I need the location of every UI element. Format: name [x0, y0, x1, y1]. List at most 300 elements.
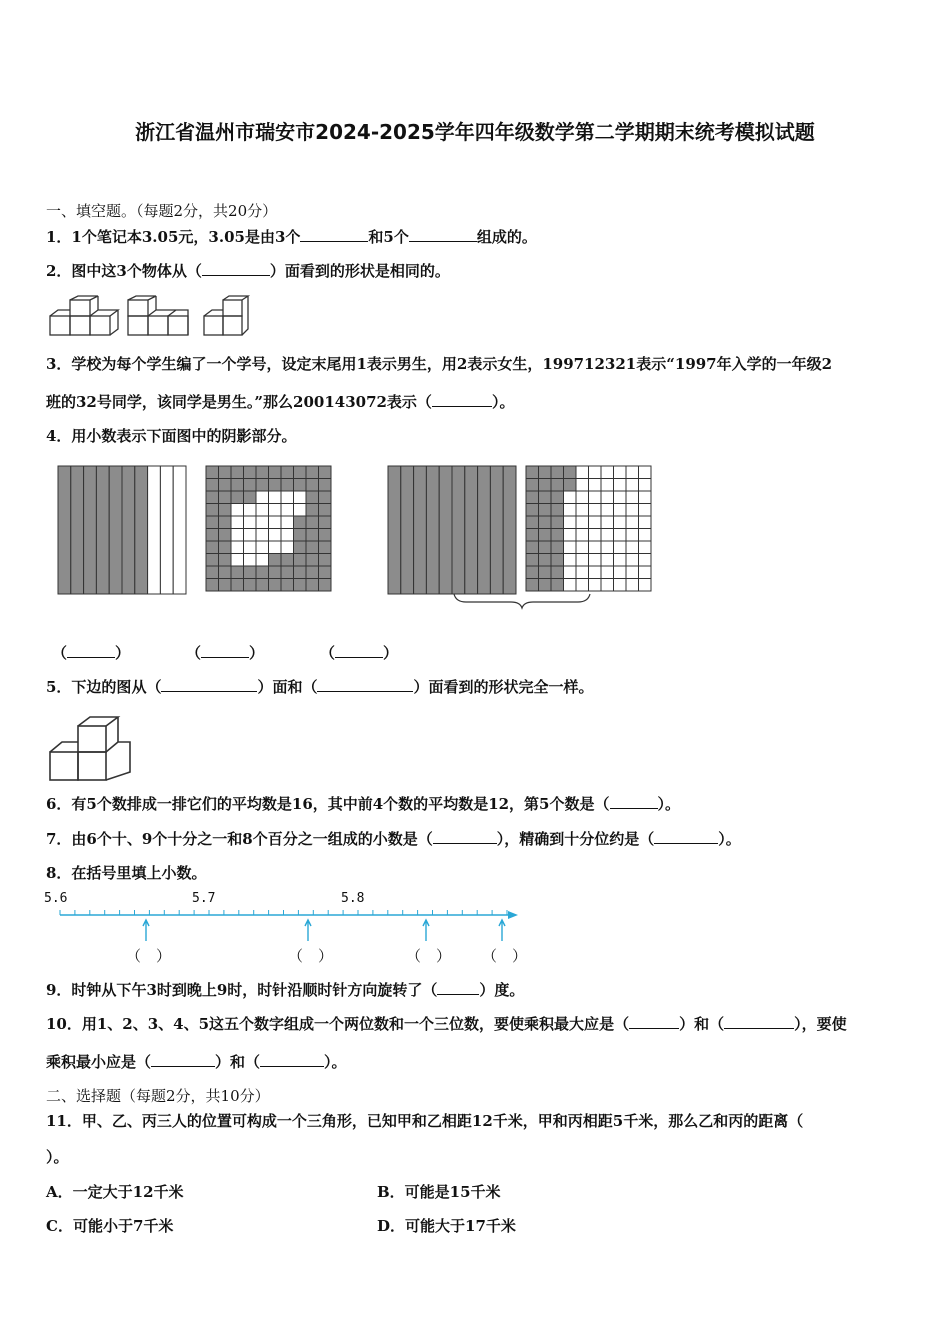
q5-text-c: ）面看到的形状完全一样。 — [413, 678, 594, 696]
strip-fig1 — [160, 466, 173, 594]
grid-cell-fig3 — [551, 566, 564, 579]
question-8: 8．在括号里填上小数。 — [46, 864, 207, 882]
grid-cell-fig3 — [589, 566, 602, 579]
strip-fig3 — [414, 466, 427, 594]
grid-cell-fig2 — [231, 466, 244, 479]
grid-cell-fig3 — [639, 504, 652, 517]
strip-fig1 — [148, 466, 161, 594]
grid-cell-fig3 — [639, 466, 652, 479]
grid-cell-fig3 — [576, 541, 589, 554]
grid-cell-fig2 — [231, 566, 244, 579]
grid-cell-fig2 — [306, 579, 319, 592]
number-line-answer-2[interactable]: （ ） — [288, 947, 334, 965]
grid-cell-fig3 — [601, 466, 614, 479]
grid-cell-fig2 — [244, 566, 257, 579]
grid-cell-fig2 — [219, 579, 232, 592]
grid-cell-fig3 — [589, 479, 602, 492]
question-5 — [46, 677, 593, 697]
grid-cell-fig3 — [539, 516, 552, 529]
grid-cell-fig2 — [294, 466, 307, 479]
grid-cell-fig3 — [639, 541, 652, 554]
q1-text-b: 和5个 — [368, 228, 409, 246]
grid-cell-fig3 — [626, 579, 639, 592]
grid-cell-fig2 — [231, 479, 244, 492]
grid-cell-fig2 — [294, 504, 307, 517]
q7-text-b: ），精确到十分位约是（ — [496, 830, 655, 848]
strip-fig1 — [109, 466, 122, 594]
section-fill-in-heading: 一、填空题。（每题2分，共20分） — [46, 202, 278, 220]
strip-fig3 — [478, 466, 491, 594]
grid-cell-fig3 — [626, 504, 639, 517]
grid-cell-fig2 — [206, 579, 219, 592]
grid-cell-fig2 — [269, 479, 282, 492]
grid-cell-fig3 — [564, 579, 577, 592]
grid-cell-fig3 — [576, 554, 589, 567]
grid-cell-fig3 — [601, 579, 614, 592]
grid-cell-fig3 — [564, 491, 577, 504]
brace — [454, 594, 590, 608]
grid-cell-fig3 — [626, 479, 639, 492]
q7-text-a: 7．由6个十、9个十分之一和8个百分之一组成的小数是（ — [46, 830, 433, 848]
grid-cell-fig3 — [576, 516, 589, 529]
grid-cell-fig2 — [281, 566, 294, 579]
number-line-label-5-7: 5.7 — [192, 891, 216, 906]
grid-cell-fig2 — [206, 516, 219, 529]
grid-cell-fig2 — [244, 516, 257, 529]
q7-text-c: ）。 — [718, 830, 741, 848]
q3-blank[interactable] — [432, 392, 492, 407]
grid-cell-fig3 — [626, 529, 639, 542]
grid-cell-fig3 — [551, 579, 564, 592]
q3-text-a: 班的32号同学，该同学是男生。”那么200143072表示（ — [46, 393, 432, 411]
grid-cell-fig2 — [219, 491, 232, 504]
q4-blank-2[interactable] — [201, 643, 249, 658]
q9-blank[interactable] — [437, 980, 479, 995]
grid-cell-fig3 — [639, 491, 652, 504]
q9-text-b: ）度。 — [479, 981, 525, 999]
grid-cell-fig3 — [601, 554, 614, 567]
grid-cell-fig2 — [294, 554, 307, 567]
q2-cube-figures — [46, 296, 256, 340]
grid-cell-fig2 — [219, 466, 232, 479]
grid-cell-fig3 — [589, 541, 602, 554]
grid-cell-fig3 — [539, 479, 552, 492]
grid-cell-fig2 — [231, 504, 244, 517]
grid-cell-fig3 — [551, 466, 564, 479]
q9-text-a: 9．时钟从下午3时到晚上9时，时针沿顺时针方向旋转了（ — [46, 981, 438, 999]
number-line-answer-4[interactable]: （ ） — [482, 947, 528, 965]
grid-cell-fig3 — [589, 579, 602, 592]
grid-cell-fig3 — [551, 541, 564, 554]
q6-text-a: 6．有5个数排成一排它们的平均数是16，其中前4个数的平均数是12，第5个数是（ — [46, 795, 610, 813]
q2-blank[interactable] — [202, 261, 270, 276]
grid-cell-fig2 — [206, 554, 219, 567]
grid-cell-fig3 — [576, 479, 589, 492]
q10-blank-1[interactable] — [629, 1014, 679, 1029]
grid-cell-fig2 — [269, 491, 282, 504]
grid-cell-fig3 — [626, 566, 639, 579]
grid-cell-fig2 — [306, 554, 319, 567]
number-line-arrow-head — [508, 911, 518, 919]
strip-fig3 — [465, 466, 478, 594]
strip-fig3 — [388, 466, 401, 594]
grid-cell-fig2 — [306, 466, 319, 479]
grid-cell-fig3 — [564, 554, 577, 567]
grid-cell-fig2 — [244, 529, 257, 542]
strip-fig3 — [452, 466, 465, 594]
grid-cell-fig3 — [589, 516, 602, 529]
grid-cell-fig2 — [256, 541, 269, 554]
grid-cell-fig2 — [269, 541, 282, 554]
question-9 — [46, 980, 524, 1000]
strip-fig1 — [84, 466, 97, 594]
grid-cell-fig3 — [614, 491, 627, 504]
grid-cell-fig3 — [564, 479, 577, 492]
grid-cell-fig2 — [244, 479, 257, 492]
grid-cell-fig2 — [281, 554, 294, 567]
grid-cell-fig2 — [256, 554, 269, 567]
grid-cell-fig3 — [626, 541, 639, 554]
grid-cell-fig3 — [551, 529, 564, 542]
grid-cell-fig2 — [281, 479, 294, 492]
grid-cell-fig3 — [601, 529, 614, 542]
grid-cell-fig2 — [231, 516, 244, 529]
q7-blank-2[interactable] — [654, 829, 718, 844]
grid-cell-fig3 — [601, 479, 614, 492]
grid-cell-fig3 — [626, 516, 639, 529]
grid-cell-fig3 — [564, 529, 577, 542]
grid-cell-fig3 — [539, 541, 552, 554]
q1-text-c: 组成的。 — [476, 228, 537, 246]
grid-cell-fig2 — [281, 541, 294, 554]
grid-cell-fig3 — [564, 504, 577, 517]
q4-shaded-figures — [56, 462, 656, 612]
grid-cell-fig3 — [526, 466, 539, 479]
question-11-line-1: 11．甲、乙、丙三人的位置可构成一个三角形，已知甲和乙相距12千米，甲和丙相距5千米，那么乙和丙的距离（ — [46, 1112, 804, 1130]
grid-cell-fig2 — [269, 504, 282, 517]
question-11-line-2: ）。 — [46, 1148, 69, 1166]
question-3-line-1: 3．学校为每个学生编了一个学号，设定末尾用1表示男生，用2表示女生，199712321表示“1997年入学的一年级2 — [46, 355, 833, 373]
strip-fig3 — [439, 466, 452, 594]
grid-cell-fig3 — [539, 529, 552, 542]
grid-cell-fig2 — [219, 541, 232, 554]
grid-cell-fig2 — [231, 541, 244, 554]
q11-option-c[interactable]: C．可能小于7千米 — [46, 1217, 174, 1235]
grid-cell-fig3 — [614, 554, 627, 567]
grid-cell-fig2 — [281, 491, 294, 504]
grid-cell-fig2 — [206, 479, 219, 492]
number-line — [50, 905, 525, 947]
grid-cell-fig2 — [256, 516, 269, 529]
number-line-pointer-arrow — [423, 920, 429, 941]
grid-cell-fig3 — [589, 491, 602, 504]
grid-cell-fig2 — [256, 504, 269, 517]
grid-cell-fig2 — [319, 479, 332, 492]
grid-cell-fig2 — [219, 554, 232, 567]
grid-cell-fig3 — [614, 466, 627, 479]
strip-fig3 — [426, 466, 439, 594]
grid-cell-fig3 — [614, 516, 627, 529]
grid-cell-fig2 — [281, 529, 294, 542]
grid-cell-fig2 — [281, 466, 294, 479]
page-title: 浙江省温州市瑞安市2024-2025学年四年级数学第二学期期末统考模拟试题 — [135, 120, 815, 144]
grid-cell-fig2 — [319, 504, 332, 517]
grid-cell-fig3 — [576, 579, 589, 592]
grid-cell-fig2 — [306, 479, 319, 492]
grid-cell-fig3 — [589, 504, 602, 517]
strip-fig1 — [71, 466, 84, 594]
grid-cell-fig2 — [206, 566, 219, 579]
grid-cell-fig2 — [319, 579, 332, 592]
grid-cell-fig2 — [294, 516, 307, 529]
grid-cell-fig3 — [601, 504, 614, 517]
grid-cell-fig3 — [639, 516, 652, 529]
grid-cell-fig3 — [526, 554, 539, 567]
grid-cell-fig3 — [539, 491, 552, 504]
grid-cell-fig3 — [576, 529, 589, 542]
grid-cell-fig2 — [206, 466, 219, 479]
grid-cell-fig3 — [601, 491, 614, 504]
grid-cell-fig3 — [564, 566, 577, 579]
grid-cell-fig3 — [551, 504, 564, 517]
question-3-line-2 — [46, 392, 514, 412]
grid-cell-fig2 — [231, 579, 244, 592]
grid-cell-fig3 — [626, 491, 639, 504]
number-line-pointer-arrow — [143, 920, 149, 941]
strip-fig3 — [503, 466, 516, 594]
grid-cell-fig3 — [526, 566, 539, 579]
grid-cell-fig3 — [626, 466, 639, 479]
grid-cell-fig3 — [539, 504, 552, 517]
grid-cell-fig3 — [551, 491, 564, 504]
q3-text-b: ）。 — [491, 393, 515, 411]
grid-cell-fig2 — [219, 516, 232, 529]
grid-cell-fig3 — [639, 529, 652, 542]
q5-blank-2[interactable] — [317, 677, 413, 692]
grid-cell-fig2 — [256, 566, 269, 579]
grid-cell-fig3 — [564, 466, 577, 479]
cube-figure-2 — [128, 296, 188, 335]
grid-cell-fig2 — [256, 466, 269, 479]
grid-cell-fig3 — [551, 479, 564, 492]
grid-cell-fig3 — [639, 566, 652, 579]
q1-blank-2[interactable] — [409, 227, 477, 242]
grid-cell-fig2 — [206, 541, 219, 554]
grid-cell-fig2 — [244, 504, 257, 517]
cube-figure-1 — [50, 296, 118, 335]
grid-cell-fig2 — [294, 541, 307, 554]
q10-text-e: ）和（ — [215, 1053, 261, 1071]
grid-cell-fig2 — [306, 504, 319, 517]
grid-cell-fig3 — [614, 504, 627, 517]
grid-cell-fig3 — [539, 566, 552, 579]
number-line-answer-1[interactable]: （ ） — [126, 947, 172, 965]
grid-cell-fig2 — [219, 504, 232, 517]
q6-blank[interactable] — [610, 794, 658, 809]
strip-fig1 — [122, 466, 135, 594]
grid-cell-fig2 — [231, 529, 244, 542]
question-1 — [46, 227, 537, 247]
grid-cell-fig2 — [319, 516, 332, 529]
q2-text-a: 2．图中这3个物体从（ — [46, 262, 202, 280]
grid-cell-fig2 — [294, 566, 307, 579]
grid-cell-fig2 — [219, 566, 232, 579]
q10-blank-2[interactable] — [724, 1014, 794, 1029]
grid-cell-fig2 — [219, 529, 232, 542]
grid-cell-fig3 — [589, 466, 602, 479]
q7-blank-1[interactable] — [433, 829, 497, 844]
grid-cell-fig2 — [269, 579, 282, 592]
grid-cell-fig2 — [244, 466, 257, 479]
grid-cell-fig2 — [306, 541, 319, 554]
grid-cell-fig2 — [319, 491, 332, 504]
grid-cell-fig3 — [526, 504, 539, 517]
question-10-line-1 — [46, 1014, 847, 1034]
grid-cell-fig3 — [539, 579, 552, 592]
grid-cell-fig2 — [281, 504, 294, 517]
grid-cell-fig2 — [231, 491, 244, 504]
grid-cell-fig3 — [614, 541, 627, 554]
grid-cell-fig3 — [589, 554, 602, 567]
grid-cell-fig2 — [269, 529, 282, 542]
q4-answer-3: （ ） — [320, 644, 399, 662]
grid-cell-fig3 — [614, 579, 627, 592]
grid-cell-fig3 — [526, 541, 539, 554]
grid-cell-fig3 — [564, 516, 577, 529]
grid-cell-fig3 — [551, 554, 564, 567]
grid-cell-fig3 — [576, 504, 589, 517]
cube-figure-3 — [204, 296, 248, 335]
grid-cell-fig2 — [269, 516, 282, 529]
grid-cell-fig3 — [576, 491, 589, 504]
grid-cell-fig3 — [614, 479, 627, 492]
q5-blank-1[interactable] — [161, 677, 257, 692]
grid-cell-fig3 — [589, 529, 602, 542]
grid-cell-fig3 — [614, 566, 627, 579]
grid-cell-fig3 — [526, 579, 539, 592]
q4-blank-1[interactable] — [67, 643, 115, 658]
grid-cell-fig2 — [306, 529, 319, 542]
question-4: 4．用小数表示下面图中的阴影部分。 — [46, 427, 297, 445]
grid-cell-fig2 — [306, 566, 319, 579]
number-line-label-5-6: 5.6 — [44, 891, 68, 906]
grid-cell-fig2 — [231, 554, 244, 567]
strip-fig1 — [96, 466, 109, 594]
grid-cell-fig2 — [206, 529, 219, 542]
q10-text-a: 10．用1、2、3、4、5这五个数字组成一个两位数和一个三位数，要使乘积最大应是（ — [46, 1015, 630, 1033]
grid-cell-fig2 — [206, 504, 219, 517]
grid-cell-fig2 — [256, 579, 269, 592]
grid-cell-fig3 — [526, 529, 539, 542]
q4-answer-2: （ ） — [186, 644, 265, 662]
grid-cell-fig2 — [269, 466, 282, 479]
q10-text-d: 乘积最小应是（ — [46, 1053, 152, 1071]
grid-cell-fig3 — [551, 516, 564, 529]
grid-cell-fig3 — [539, 554, 552, 567]
grid-cell-fig3 — [564, 541, 577, 554]
strip-fig3 — [401, 466, 414, 594]
grid-cell-fig2 — [281, 516, 294, 529]
section-choice-heading: 二、选择题（每题2分，共10分） — [46, 1087, 270, 1105]
q5-text-a: 5．下边的图从（ — [46, 678, 162, 696]
grid-cell-fig2 — [256, 491, 269, 504]
grid-cell-fig2 — [269, 554, 282, 567]
q10-blank-3[interactable] — [151, 1052, 215, 1067]
q11-option-a[interactable]: A．一定大于12千米 — [46, 1183, 184, 1201]
grid-cell-fig3 — [539, 466, 552, 479]
grid-cell-fig2 — [319, 541, 332, 554]
grid-cell-fig2 — [294, 529, 307, 542]
strip-fig1 — [135, 466, 148, 594]
number-line-pointer-arrow — [305, 920, 311, 941]
question-6 — [46, 794, 680, 814]
q10-text-c: ），要使 — [794, 1015, 847, 1033]
grid-cell-fig3 — [526, 516, 539, 529]
grid-cell-fig2 — [319, 566, 332, 579]
number-line-label-5-8: 5.8 — [341, 891, 365, 906]
number-line-answer-3[interactable]: （ ） — [406, 947, 452, 965]
grid-cell-fig2 — [256, 529, 269, 542]
grid-cell-fig3 — [639, 579, 652, 592]
strip-fig3 — [490, 466, 503, 594]
grid-cell-fig3 — [639, 554, 652, 567]
grid-cell-fig2 — [244, 579, 257, 592]
q5-text-b: ）面和（ — [257, 678, 318, 696]
q6-text-b: ）。 — [657, 795, 681, 813]
grid-cell-fig3 — [626, 554, 639, 567]
strip-fig1 — [173, 466, 186, 594]
grid-cell-fig2 — [306, 516, 319, 529]
grid-cell-fig2 — [294, 491, 307, 504]
grid-cell-fig2 — [306, 491, 319, 504]
grid-cell-fig3 — [601, 541, 614, 554]
q1-text-a: 1．1个笔记本3.05元，3.05是由3个 — [46, 228, 301, 246]
grid-cell-fig3 — [576, 566, 589, 579]
grid-cell-fig3 — [576, 466, 589, 479]
grid-cell-fig3 — [601, 566, 614, 579]
q2-text-b: ）面看到的形状是相同的。 — [269, 262, 450, 280]
grid-cell-fig2 — [206, 491, 219, 504]
q10-blank-4[interactable] — [260, 1052, 324, 1067]
question-7 — [46, 829, 741, 849]
grid-cell-fig2 — [294, 479, 307, 492]
grid-cell-fig3 — [614, 529, 627, 542]
q11-option-d[interactable]: D．可能大于17千米 — [377, 1217, 516, 1235]
q10-text-b: ）和（ — [679, 1015, 725, 1033]
grid-cell-fig2 — [319, 529, 332, 542]
grid-cell-fig3 — [526, 491, 539, 504]
q4-answer-1: （ ） — [52, 644, 131, 662]
grid-cell-fig2 — [219, 479, 232, 492]
q1-blank-1[interactable] — [300, 227, 368, 242]
number-line-pointer-arrow — [499, 920, 505, 941]
grid-cell-fig2 — [256, 479, 269, 492]
grid-cell-fig2 — [281, 579, 294, 592]
q4-blank-3[interactable] — [335, 643, 383, 658]
grid-cell-fig2 — [244, 541, 257, 554]
grid-cell-fig3 — [639, 479, 652, 492]
q11-option-b[interactable]: B．可能是15千米 — [377, 1183, 501, 1201]
q5-cube-figure — [46, 714, 134, 784]
question-2 — [46, 261, 450, 281]
grid-cell-fig3 — [526, 479, 539, 492]
grid-cell-fig2 — [244, 554, 257, 567]
q10-text-f: ）。 — [324, 1053, 347, 1071]
grid-cell-fig2 — [269, 566, 282, 579]
grid-cell-fig3 — [601, 516, 614, 529]
question-10-line-2 — [46, 1052, 347, 1072]
grid-cell-fig2 — [319, 554, 332, 567]
